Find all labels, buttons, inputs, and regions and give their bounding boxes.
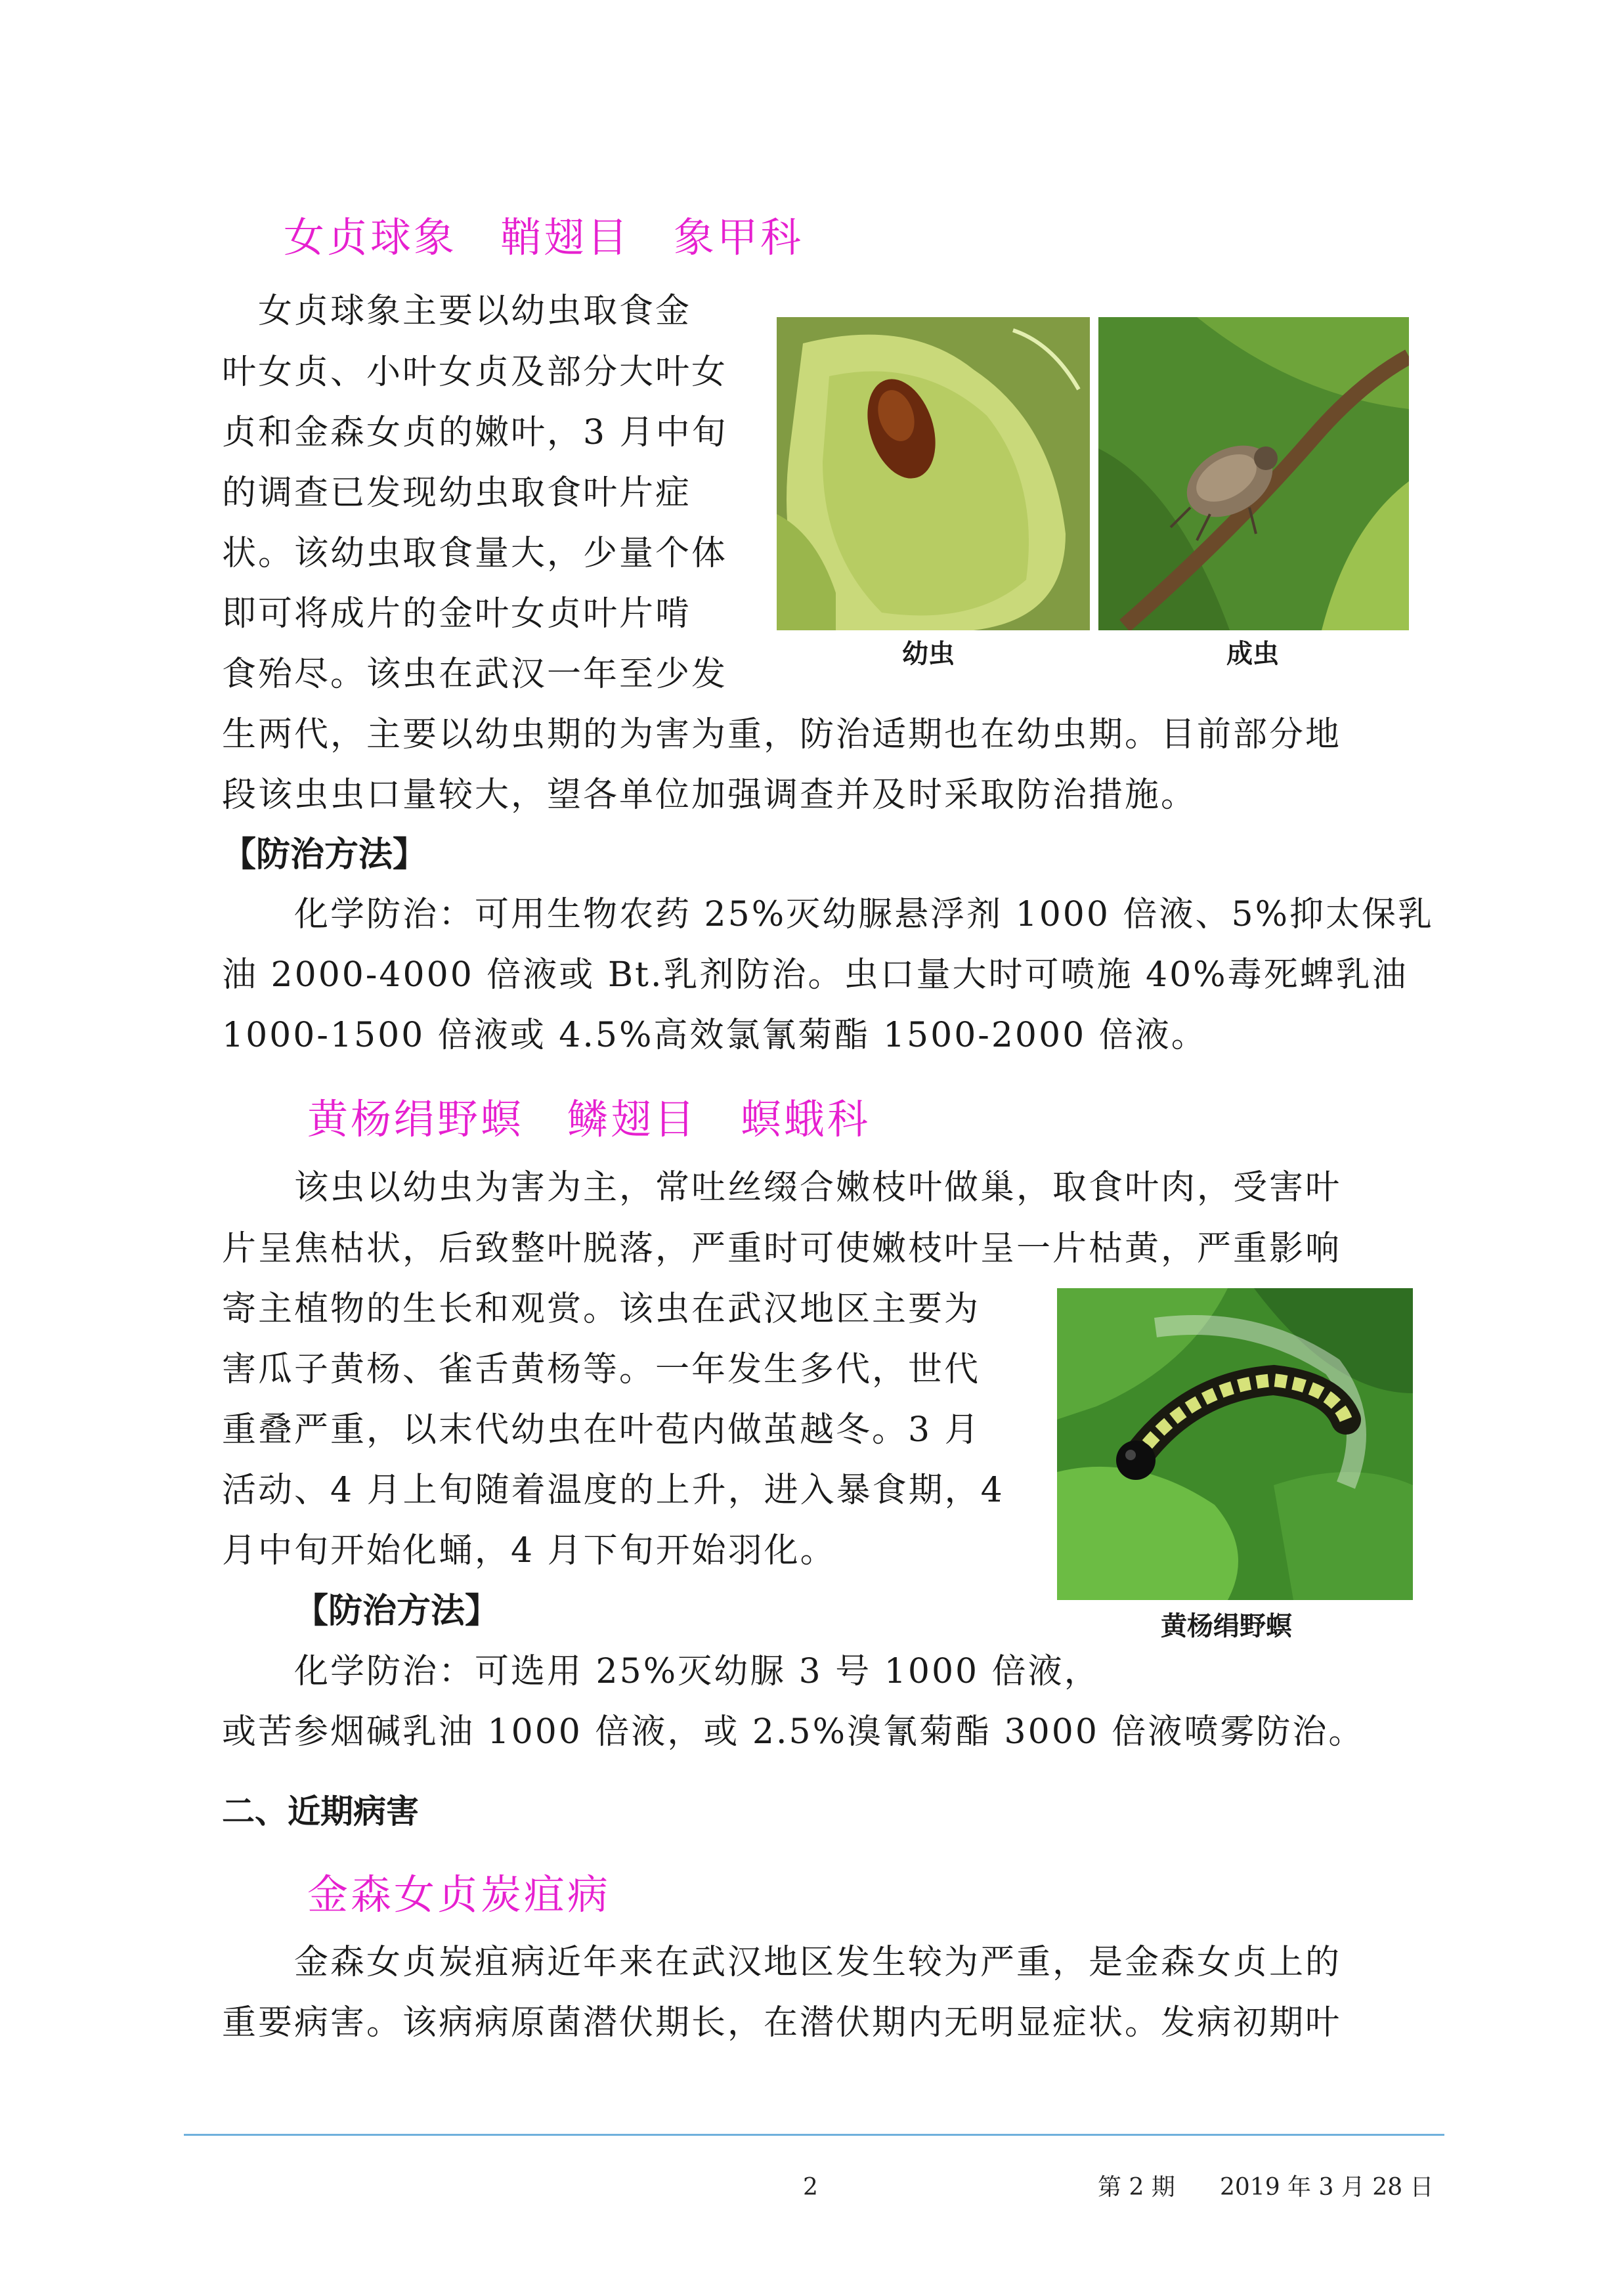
pest2-method-title: 【防治方法】: [294, 1592, 500, 1631]
section-title: 二、近期病害: [222, 1792, 419, 1830]
pest2-line: 该虫以幼虫为害为主，常吐丝缀合嫩枝叶做巢，取食叶肉，受害叶: [222, 1168, 1342, 1207]
pest2-line: 月中旬开始化蛹，4 月下旬开始羽化。: [222, 1531, 836, 1570]
pest2-line: 片呈焦枯状，后致整叶脱落，严重时可使嫩枝叶呈一片枯黄，严重影响: [222, 1229, 1342, 1268]
pest1-method-line: 油 2000-4000 倍液或 Bt.乳剂防治。虫口量大时可喷施 40%毒死蜱乳油: [222, 955, 1408, 995]
pest1-line: 女贞球象主要以幼虫取食金: [222, 292, 692, 331]
pest1-line: 即可将成片的金叶女贞叶片啃: [222, 594, 692, 634]
pest1-method-line: 化学防治：可用生物农药 25%灭幼脲悬浮剂 1000 倍液、5%抑太保乳: [222, 895, 1434, 934]
pest1-line: 叶女贞、小叶女贞及部分大叶女: [222, 353, 728, 392]
pest1-line: 段该虫虫口量较大，望各单位加强调查并及时采取防治措施。: [222, 775, 1198, 815]
pest1-heading: 女贞球象 鞘翅目 象甲科: [284, 213, 804, 261]
pest2-line: 害瓜子黄杨、雀舌黄杨等。一年发生多代，世代: [222, 1350, 981, 1389]
pest1-line: 的调查已发现幼虫取食叶片症: [222, 473, 692, 513]
pest1-method-title: 【防治方法】: [222, 835, 427, 875]
adult-photo: [1098, 317, 1409, 630]
pest1-line: 贞和金森女贞的嫩叶，3 月中旬: [222, 413, 728, 452]
pest1-line: 状。该幼虫取食量大，少量个体: [222, 534, 728, 573]
disease-heading: 金森女贞炭疽病: [307, 1871, 611, 1918]
pest1-line: 食殆尽。该虫在武汉一年至少发: [222, 655, 728, 694]
pest1-line: 生两代，主要以幼虫期的为害为重，防治适期也在幼虫期。目前部分地: [222, 715, 1342, 754]
pest2-method-line: 或苦参烟碱乳油 1000 倍液，或 2.5%溴氰菊酯 3000 倍液喷雾防治。: [222, 1712, 1365, 1752]
page-number: 2: [803, 2174, 818, 2201]
footer-rule: [184, 2134, 1444, 2136]
caterpillar-caption: 黄杨绢野螟: [1161, 1611, 1292, 1641]
adult-caption: 成虫: [1226, 639, 1279, 669]
pest2-line: 重叠严重，以末代幼虫在叶苞内做茧越冬。3 月: [222, 1410, 981, 1450]
pest2-heading: 黄杨绢野螟 鳞翅目 螟蛾科: [307, 1095, 871, 1143]
pest2-line: 寄主植物的生长和观赏。该虫在武汉地区主要为: [222, 1289, 981, 1329]
larva-caption: 幼虫: [902, 639, 955, 669]
pest1-method-line: 1000-1500 倍液或 4.5%高效氯氰菊酯 1500-2000 倍液。: [222, 1016, 1207, 1055]
disease-line: 重要病害。该病病原菌潜伏期长，在潜伏期内无明显症状。发病初期叶: [222, 2003, 1342, 2043]
caterpillar-photo: [1057, 1288, 1413, 1600]
pest2-method-line: 化学防治：可选用 25%灭幼脲 3 号 1000 倍液，: [294, 1652, 1100, 1691]
issue-number: 第 2 期: [1098, 2174, 1175, 2201]
issue-date: 2019 年 3 月 28 日: [1220, 2174, 1434, 2201]
disease-line: 金森女贞炭疽病近年来在武汉地区发生较为严重，是金森女贞上的: [222, 1943, 1342, 1982]
larva-photo: [777, 317, 1090, 630]
pest2-line: 活动、4 月上旬随着温度的上升，进入暴食期，4: [222, 1471, 1005, 1510]
